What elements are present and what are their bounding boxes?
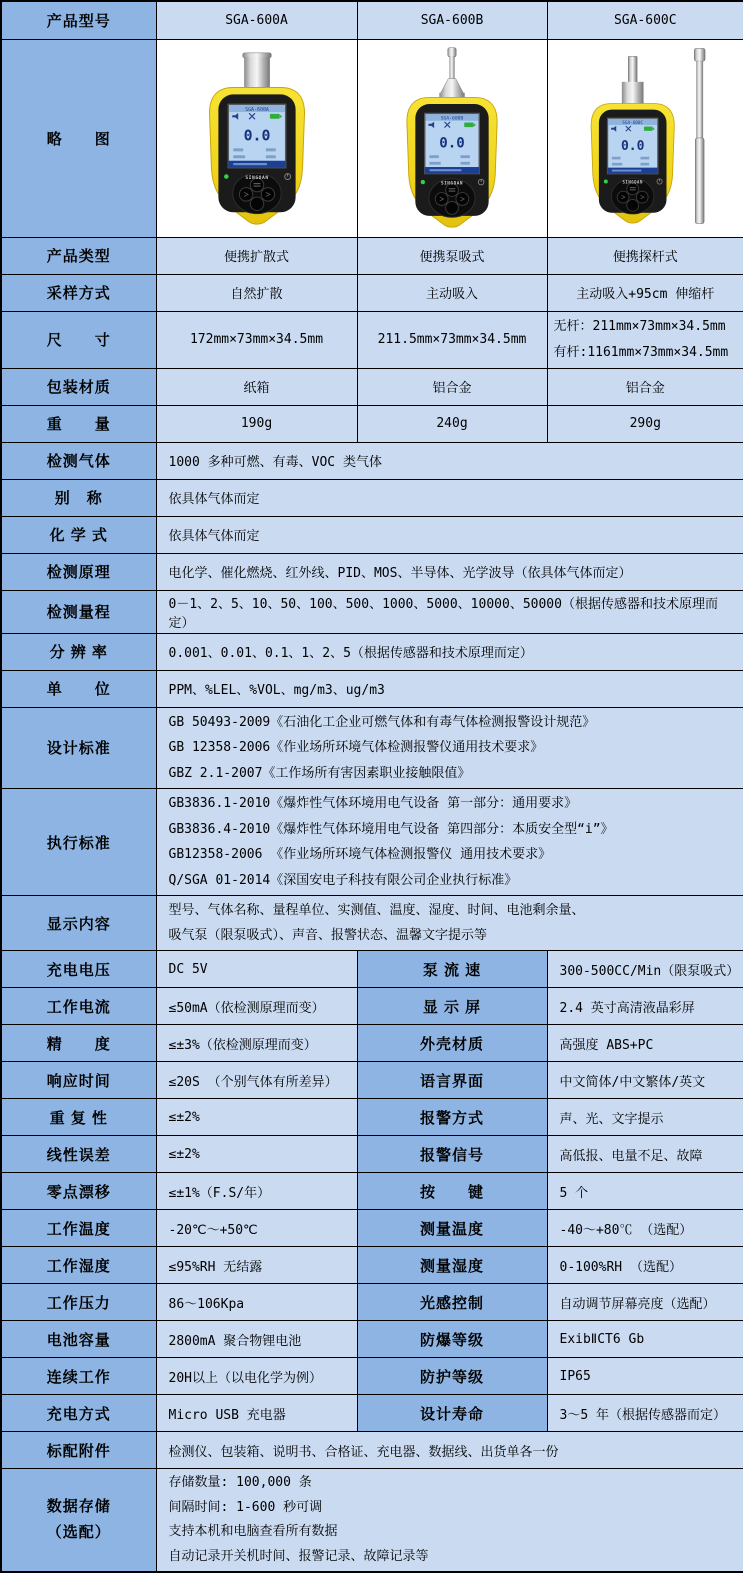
- value-language-ui: 中文简体/中文繁体/英文: [547, 1062, 743, 1099]
- value-response-time: ≤20S （个别气体有所差异）: [156, 1062, 357, 1099]
- value-package-a: 纸箱: [156, 368, 357, 405]
- device-image-sga-600c: [548, 40, 743, 232]
- label-alias: 别 称: [1, 479, 156, 516]
- design-standard-line: GB 12358-2006《作业场所环境气体检测报警仪通用技术要求》: [168, 740, 544, 755]
- design-standard-line: GB 50493-2009《石油化工企业可燃气体和有毒气体检测报警设计规范》: [168, 714, 596, 730]
- row-working-current-display: [1, 988, 743, 1025]
- value-data-storage: [156, 1469, 743, 1573]
- data-storage-line: 支持本机和电脑查看所有数据: [168, 1524, 338, 1539]
- label-shell-material: 外壳材质: [357, 1025, 547, 1062]
- dimensions-c-line2: 有杆:1161mm×73mm×34.5mm: [553, 344, 729, 360]
- value-sampling-b: 主动吸入: [357, 274, 547, 311]
- row-package-material: [1, 368, 743, 405]
- sketch-cell-sga-600a: [156, 39, 357, 237]
- label-working-current: 工作电流: [1, 988, 156, 1025]
- label-measure-humidity: 测量湿度: [357, 1247, 547, 1284]
- display-content-line: 吸气泵（限泵吸式）、声音、报警状态、温馨文字提示等: [168, 928, 488, 943]
- model-name-sga-600a: SGA-600A: [156, 1, 357, 39]
- exec-standard-line: GB3836.1-2010《爆炸性气体环境用电气设备 第一部分：通用要求》: [168, 796, 578, 811]
- value-working-temp: -20℃～+50℃: [156, 1210, 357, 1247]
- value-measure-temp: -40～+80℃ （选配）: [547, 1210, 743, 1247]
- model-name-sga-600c: SGA-600C: [547, 1, 743, 39]
- value-display-content: [156, 896, 743, 951]
- label-explosion-rating: 防爆等级: [357, 1321, 547, 1358]
- value-product-type-a: 便携扩散式: [156, 237, 357, 274]
- design-standard-line: GBZ 2.1-2007《工作场所有害因素职业接触限值》: [168, 765, 471, 781]
- label-exec-standard: 执行标准: [1, 789, 156, 896]
- data-storage-line: 自动记录开关机时间、报警记录、故障记录等: [168, 1548, 429, 1564]
- value-working-humidity: ≤95%RH 无结露: [156, 1247, 357, 1284]
- value-protection-rating: IP65: [547, 1358, 743, 1395]
- value-buttons: 5 个: [547, 1173, 743, 1210]
- row-dimensions: [1, 311, 743, 368]
- value-display-screen: 2.4 英寸高清液晶彩屏: [547, 988, 743, 1025]
- value-detect-gas: 1000 多种可燃、有毒、VOC 类气体: [156, 442, 743, 479]
- row-linearity-alarm-signal: [1, 1136, 743, 1173]
- device-screen-title: SGA-600C: [622, 120, 643, 126]
- value-measure-humidity: 0-100%RH （选配）: [547, 1247, 743, 1284]
- value-standard-accessories: 检测仪、包装箱、说明书、合格证、充电器、数据线、出货单各一份: [156, 1432, 743, 1469]
- label-response-time: 响应时间: [1, 1062, 156, 1099]
- row-sampling-method: [1, 274, 743, 311]
- value-exec-standard: [156, 789, 743, 896]
- sketch-cell-sga-600c: [547, 39, 743, 237]
- device-brand-text: SINGOAN: [440, 180, 464, 186]
- row-product-type: [1, 237, 743, 274]
- row-unit: [1, 670, 743, 707]
- label-working-temp: 工作温度: [1, 1210, 156, 1247]
- device-image-sga-600b: [358, 40, 546, 232]
- label-design-life: 设计寿命: [357, 1395, 547, 1432]
- value-repeatability: ≤±2%: [156, 1099, 357, 1136]
- display-content-line: 型号、气体名称、量程单位、实测值、温度、湿度、时间、电池剩余量、: [168, 903, 585, 918]
- sketch-cell-sga-600b: [357, 39, 547, 237]
- row-standard-accessories: [1, 1432, 743, 1469]
- value-alarm-signal: 高低报、电量不足、故障: [547, 1136, 743, 1173]
- telescopic-rod: [696, 61, 703, 138]
- value-alias: 依具体气体而定: [156, 479, 743, 516]
- label-protection-rating: 防护等级: [357, 1358, 547, 1395]
- model-name-sga-600b: SGA-600B: [357, 1, 547, 39]
- label-data-storage: [1, 1469, 156, 1573]
- label-alarm-signal: 报警信号: [357, 1136, 547, 1173]
- label-pump-flow: 泵 流 速: [357, 951, 547, 988]
- value-dimensions-b: 211.5mm×73mm×34.5mm: [357, 311, 547, 368]
- label-working-pressure: 工作压力: [1, 1284, 156, 1321]
- label-detect-gas: 检测气体: [1, 442, 156, 479]
- label-detect-range: 检测量程: [1, 590, 156, 633]
- label-dimensions: 尺 寸: [1, 311, 156, 368]
- data-storage-label-line2: （选配）: [46, 1524, 111, 1541]
- label-zero-drift: 零点漂移: [1, 1173, 156, 1210]
- value-chemical-formula: 依具体气体而定: [156, 516, 743, 553]
- value-package-b: 铝合金: [357, 368, 547, 405]
- value-charge-method: Micro USB 充电器: [156, 1395, 357, 1432]
- value-shell-material: 高强度 ABS+PC: [547, 1025, 743, 1062]
- value-light-control: 自动调节屏幕亮度（选配）: [547, 1284, 743, 1321]
- row-repeatability-alarm-mode: [1, 1099, 743, 1136]
- row-charge-voltage-pump-flow: [1, 951, 743, 988]
- device-screen-title: SGA-600B: [440, 116, 464, 122]
- device-screen-reading: 0.0: [620, 138, 645, 154]
- device-screen-title: SGA-600A: [244, 106, 269, 113]
- value-weight-a: 190g: [156, 405, 357, 442]
- label-resolution: 分 辨 率: [1, 633, 156, 670]
- value-detect-range: 0－1、2、5、10、50、100、500、1000、5000、10000、50000（根据传感器和技术原理而定）: [156, 590, 743, 633]
- row-battery-explosion: [1, 1321, 743, 1358]
- value-battery-capacity: 2800mA 聚合物锂电池: [156, 1321, 357, 1358]
- value-linearity-error: ≤±2%: [156, 1136, 357, 1173]
- label-design-standard: 设计标准: [1, 707, 156, 789]
- label-product-model: 产品型号: [1, 1, 156, 39]
- value-unit: PPM、%LEL、%VOL、mg/m3、ug/m3: [156, 670, 743, 707]
- value-explosion-rating: ExibⅡCT6 Gb: [547, 1321, 743, 1358]
- label-buttons: 按 键: [357, 1173, 547, 1210]
- label-working-humidity: 工作湿度: [1, 1247, 156, 1284]
- value-product-type-b: 便携泵吸式: [357, 237, 547, 274]
- row-accuracy-shell: [1, 1025, 743, 1062]
- row-chemical-formula: [1, 516, 743, 553]
- label-light-control: 光感控制: [357, 1284, 547, 1321]
- row-exec-standard: [1, 789, 743, 896]
- label-alarm-mode: 报警方式: [357, 1099, 547, 1136]
- value-alarm-mode: 声、光、文字提示: [547, 1099, 743, 1136]
- value-working-pressure: 86～106Kpa: [156, 1284, 357, 1321]
- device-screen-reading: 0.0: [439, 135, 465, 152]
- row-working-temp-measure-temp: [1, 1210, 743, 1247]
- exec-standard-line: GB12358-2006 《作业场所环境气体检测报警仪 通用技术要求》: [168, 847, 552, 862]
- label-sampling-method: 采样方式: [1, 274, 156, 311]
- row-continuous-protection: [1, 1358, 743, 1395]
- row-alias: [1, 479, 743, 516]
- row-zero-drift-buttons: [1, 1173, 743, 1210]
- label-repeatability: 重 复 性: [1, 1099, 156, 1136]
- exec-standard-line: Q/SGA 01-2014《深国安电子科技有限公司企业执行标准》: [168, 872, 518, 888]
- label-accuracy: 精 度: [1, 1025, 156, 1062]
- label-sketch: 略 图: [1, 39, 156, 237]
- value-sampling-a: 自然扩散: [156, 274, 357, 311]
- value-detect-principle: 电化学、催化燃烧、红外线、PID、MOS、半导体、光学波导（依具体气体而定）: [156, 553, 743, 590]
- label-linearity-error: 线性误差: [1, 1136, 156, 1173]
- value-weight-b: 240g: [357, 405, 547, 442]
- row-detect-range: [1, 590, 743, 633]
- value-product-type-c: 便携探杆式: [547, 237, 743, 274]
- row-detect-gas: [1, 442, 743, 479]
- value-sampling-c: 主动吸入+95cm 伸缩杆: [547, 274, 743, 311]
- value-pump-flow: 300-500CC/Min（限泵吸式）: [547, 951, 743, 988]
- label-charge-voltage: 充电电压: [1, 951, 156, 988]
- label-battery-capacity: 电池容量: [1, 1321, 156, 1358]
- row-pressure-light-control: [1, 1284, 743, 1321]
- row-design-standard: [1, 707, 743, 789]
- header-row: [1, 1, 743, 39]
- row-resolution: [1, 633, 743, 670]
- label-detect-principle: 检测原理: [1, 553, 156, 590]
- value-charge-voltage: DC 5V: [156, 951, 357, 988]
- label-language-ui: 语言界面: [357, 1062, 547, 1099]
- dimensions-c-line1: 无杆：211mm×73mm×34.5mm: [553, 318, 726, 334]
- row-working-humidity-measure-humidity: [1, 1247, 743, 1284]
- value-design-standard: [156, 707, 743, 789]
- label-chemical-formula: 化 学 式: [1, 516, 156, 553]
- label-product-type: 产品类型: [1, 237, 156, 274]
- label-package-material: 包装材质: [1, 368, 156, 405]
- device-brand-text: SINGOAN: [622, 179, 643, 185]
- value-continuous-work: 20H以上（以电化学为例）: [156, 1358, 357, 1395]
- value-package-c: 铝合金: [547, 368, 743, 405]
- value-working-current: ≤50mA（依检测原理而变）: [156, 988, 357, 1025]
- label-standard-accessories: 标配附件: [1, 1432, 156, 1469]
- value-zero-drift: ≤±1%（F.S/年）: [156, 1173, 357, 1210]
- label-display-screen: 显 示 屏: [357, 988, 547, 1025]
- device-image-sga-600a: [158, 40, 356, 232]
- value-weight-c: 290g: [547, 405, 743, 442]
- label-measure-temp: 测量温度: [357, 1210, 547, 1247]
- data-storage-label-line1: 数据存储: [46, 1498, 111, 1515]
- value-resolution: 0.001、0.01、0.1、1、2、5（根据传感器和技术原理而定）: [156, 633, 743, 670]
- row-data-storage: [1, 1469, 743, 1573]
- sketch-row: [1, 39, 743, 237]
- value-design-life: 3～5 年（根据传感器而定）: [547, 1395, 743, 1432]
- device-brand-text: SINGOAN: [244, 175, 269, 181]
- row-weight: [1, 405, 743, 442]
- data-storage-line: 存储数量: 100,000 条: [168, 1475, 312, 1490]
- row-detect-principle: [1, 553, 743, 590]
- value-dimensions-c: [547, 311, 743, 368]
- data-storage-line: 间隔时间: 1-600 秒可调: [168, 1499, 323, 1515]
- row-display-content: [1, 896, 743, 951]
- label-weight: 重 量: [1, 405, 156, 442]
- label-display-content: 显示内容: [1, 896, 156, 951]
- value-dimensions-a: 172mm×73mm×34.5mm: [156, 311, 357, 368]
- label-charge-method: 充电方式: [1, 1395, 156, 1432]
- label-unit: 单 位: [1, 670, 156, 707]
- row-response-language: [1, 1062, 743, 1099]
- value-accuracy: ≤±3%（依检测原理而变）: [156, 1025, 357, 1062]
- label-continuous-work: 连续工作: [1, 1358, 156, 1395]
- exec-standard-line: GB3836.4-2010《爆炸性气体环境用电气设备 第四部分：本质安全型“i”》: [168, 821, 614, 837]
- device-screen-reading: 0.0: [243, 126, 270, 144]
- row-charge-method-design-life: [1, 1395, 743, 1432]
